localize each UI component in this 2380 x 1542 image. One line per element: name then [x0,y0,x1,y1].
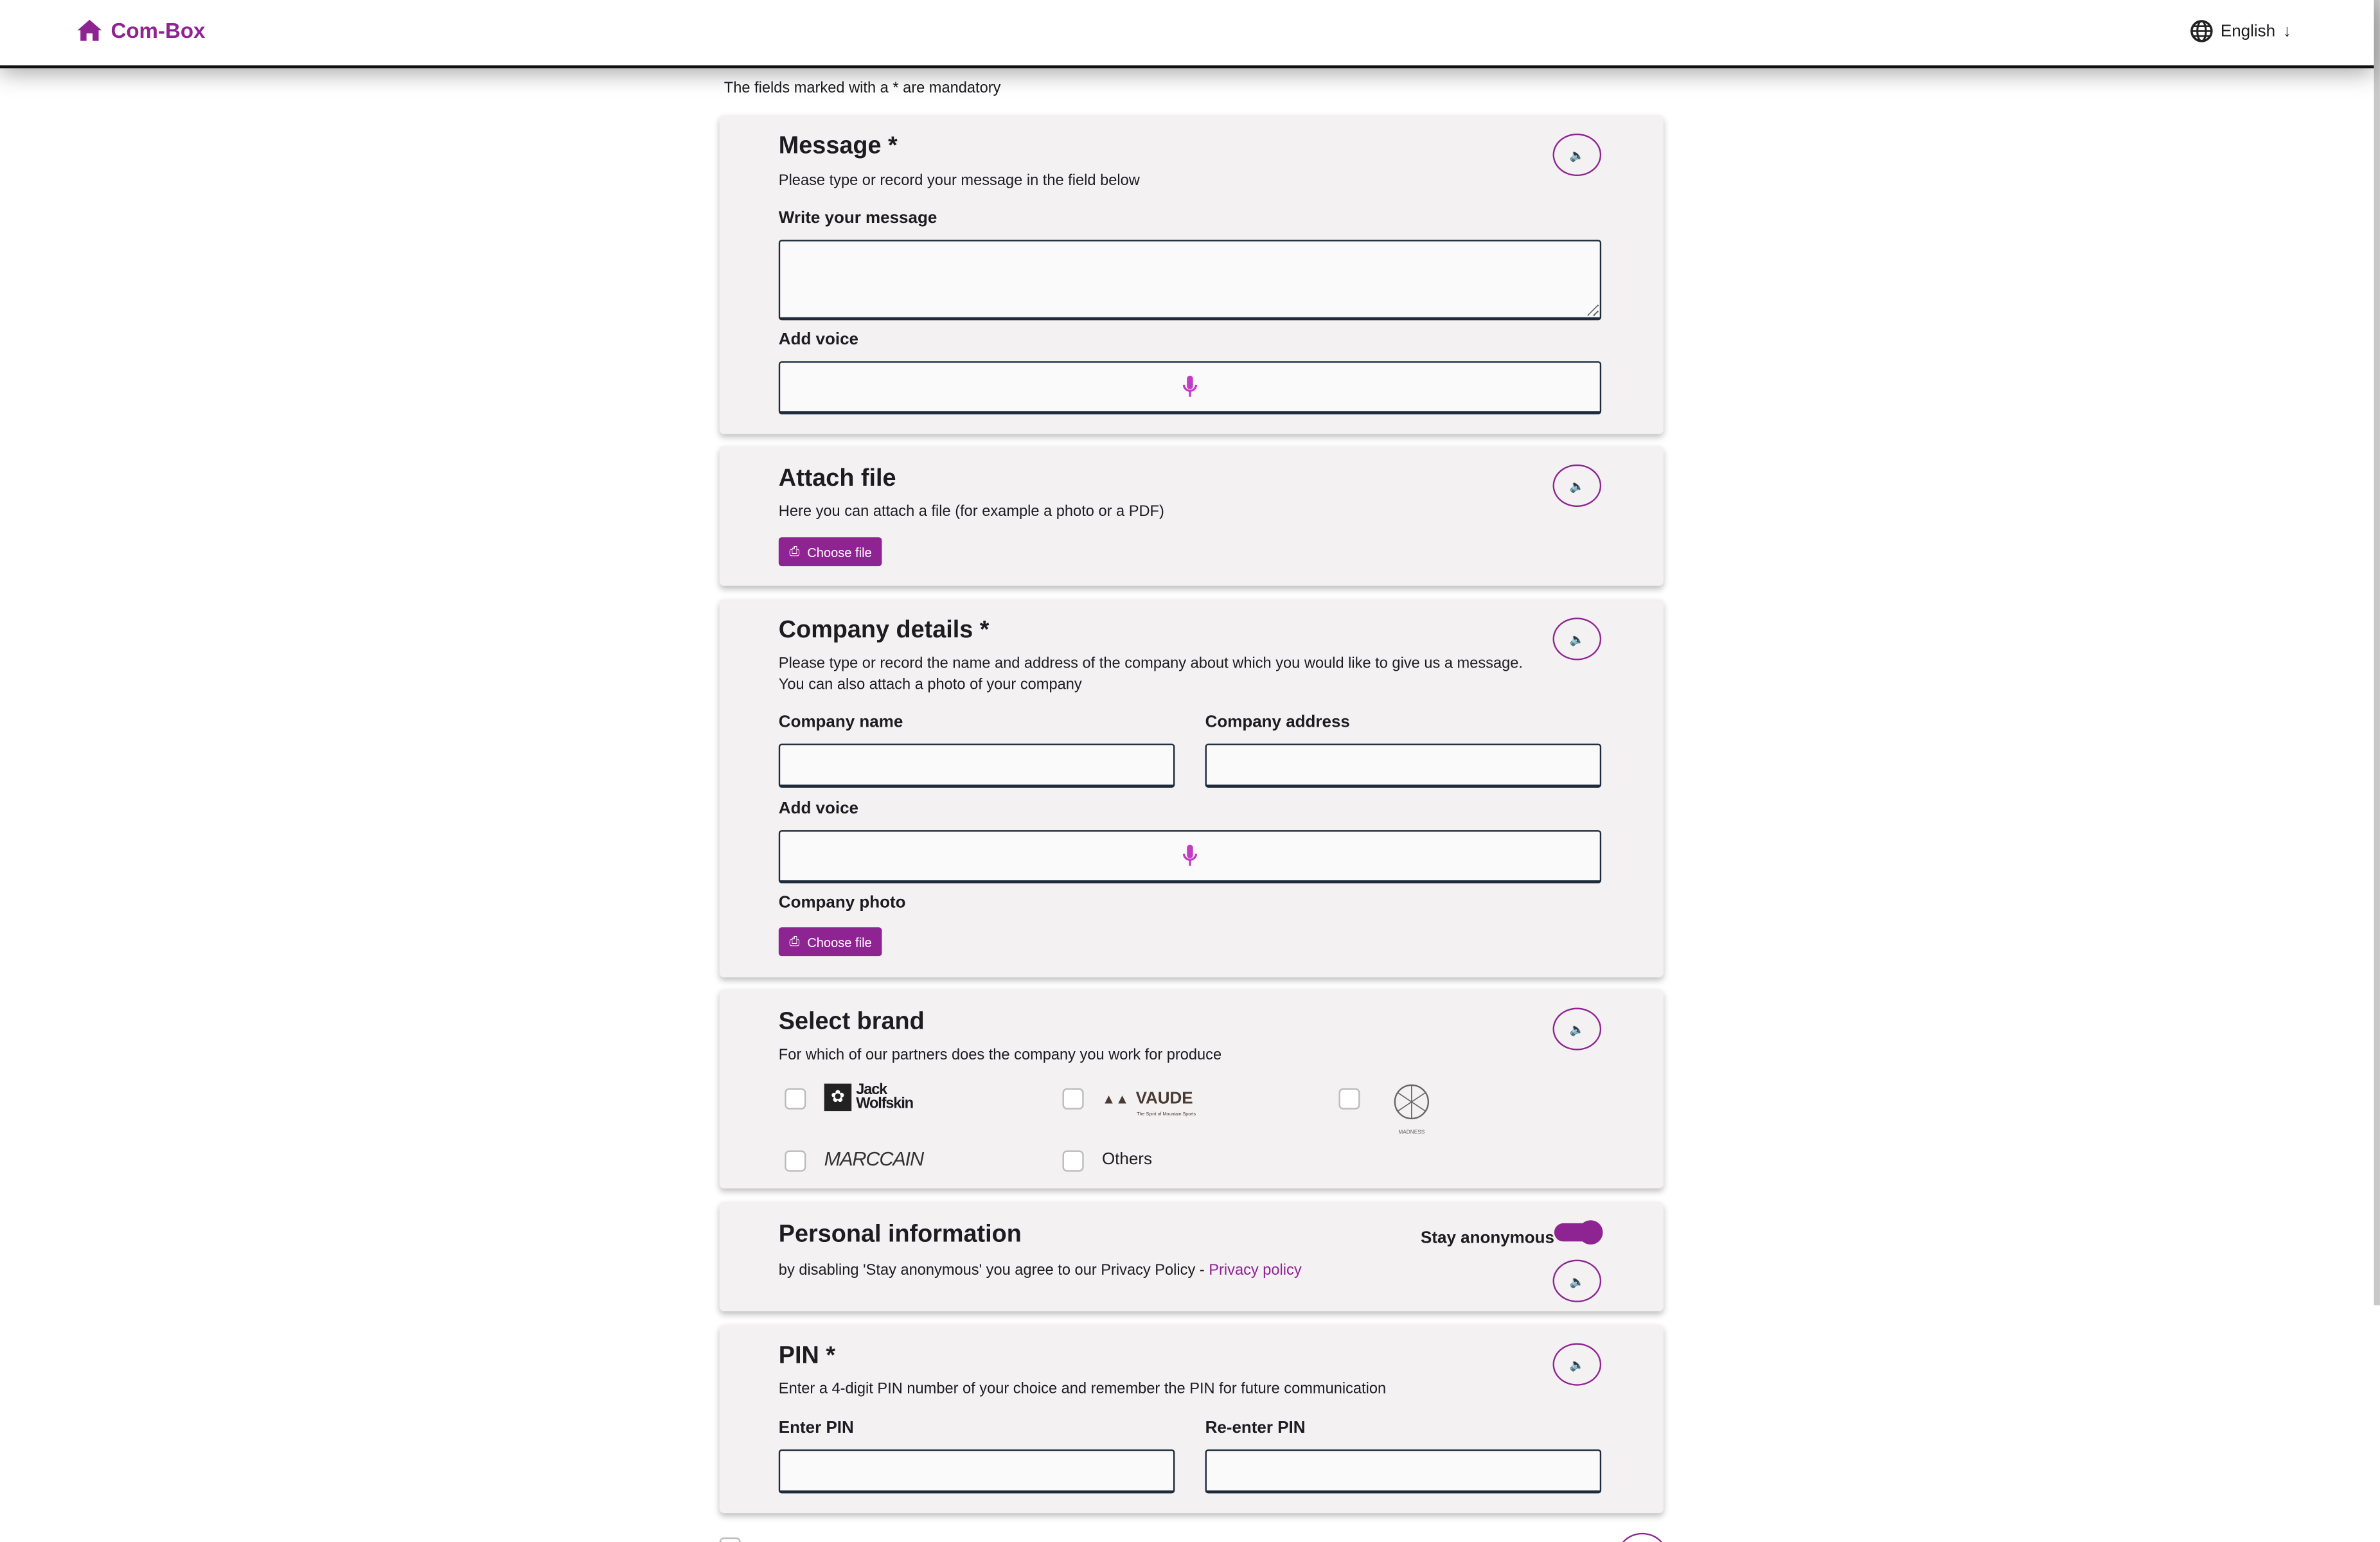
arrow-down-icon: ↓ [2282,22,2291,40]
wolfskin-logo-text: Wolfskin [856,1095,913,1113]
mandatory-note: The fields marked with a * are mandatory [724,80,1001,98]
paperclip-icon: ⎙ [789,543,800,559]
choose-file-button[interactable] [779,537,882,566]
language-label: English [2220,22,2276,40]
record-voice-button[interactable] [779,830,1601,883]
brand-title: Select brand [778,1009,925,1036]
message-description: Please type or record your message in the field below [778,173,1140,190]
personal-description [779,1261,1302,1282]
read-aloud-button[interactable] [1553,617,1602,660]
choose-file-label: Choose file [807,544,872,560]
write-message-label: Write your message [778,209,937,228]
attach-description: Here you can attach a file (for example a photo or a PDF) [778,504,1164,521]
read-aloud-button[interactable] [1553,1343,1602,1386]
personal-title: Personal information [778,1221,1022,1248]
record-voice-button[interactable] [779,361,1601,414]
marccain-logo: MARCCAIN [824,1147,924,1171]
read-aloud-button[interactable] [1553,134,1602,176]
jack-wolfskin-logo: ✿ Jack Wolfskin [824,1084,913,1112]
privacy-text: by disabling 'Stay anonymous' you agree to our Privacy Policy - [778,1263,1209,1280]
speaker-icon: 🔈 [1569,1022,1585,1036]
brand-description: For which of our partners does the company you work for produce [778,1047,1222,1064]
madness-emblem [1392,1082,1431,1121]
brand-card [720,989,1664,1188]
company-description-1: Please type or record the name and address of the company about which you would like to give us a message. [778,655,1523,673]
enter-pin-input[interactable] [779,1449,1175,1494]
microphone-icon [1182,845,1198,867]
jack-logo-text: Jack [856,1082,887,1099]
enter-pin-label: Enter PIN [778,1419,854,1438]
pin-card [720,1325,1664,1513]
speaker-icon: 🔈 [1569,479,1585,493]
company-address-label: Company address [1205,713,1350,732]
read-aloud-button[interactable] [1553,465,1602,507]
read-aloud-button[interactable] [1618,1533,1667,1542]
company-name-label: Company name [778,713,903,732]
message-card [720,116,1664,434]
top-bar [0,0,2374,68]
microphone-icon [1182,376,1198,398]
partial-checkbox[interactable] [720,1538,741,1542]
scrollbar[interactable] [2374,0,2379,1305]
choose-file-label: Choose file [807,934,872,950]
speaker-icon: 🔈 [1569,1274,1585,1288]
vaude-tagline: The Spirit of Mountain Sports [1137,1111,1196,1117]
read-aloud-button[interactable] [1553,1008,1602,1050]
pin-description: Enter a 4-digit PIN number of your choice and remember the PIN for future communication [778,1381,1387,1398]
company-card [720,599,1664,977]
personal-card [720,1202,1664,1311]
reenter-pin-label: Re-enter PIN [1205,1419,1306,1438]
brand-checkbox-others[interactable] [1063,1151,1084,1172]
company-address-input[interactable] [1205,743,1602,788]
company-photo-label: Company photo [778,894,906,912]
message-textarea[interactable] [779,240,1601,320]
add-voice-label: Add voice [778,799,859,819]
message-title: Message * [778,133,898,160]
company-name-input[interactable] [779,743,1175,788]
madness-logo-text: MADNESS [1398,1129,1425,1135]
others-label: Others [1101,1150,1152,1169]
add-voice-label: Add voice [778,330,859,350]
read-aloud-button[interactable] [1553,1260,1602,1302]
stay-anonymous-label: Stay anonymous [1421,1229,1554,1248]
pin-title: PIN * [778,1343,836,1369]
company-description [779,654,1523,696]
company-description-2: You can also attach a photo of your company [778,677,1082,694]
attach-card [720,446,1664,585]
brand-checkbox-madness[interactable] [1338,1088,1360,1110]
home-icon [77,20,102,41]
madness-logo [1392,1082,1431,1135]
speaker-icon: 🔈 [1569,1357,1585,1372]
reenter-pin-input[interactable] [1205,1449,1602,1494]
speaker-icon: 🔈 [1569,148,1585,162]
home-link[interactable] [77,18,205,42]
stay-anonymous-toggle[interactable] [1554,1223,1600,1241]
vaude-logo: ▲▲ VAUDE The Spirit of Mountain Sports [1101,1090,1196,1117]
paperclip-icon: ⎙ [789,933,800,949]
globe-icon [2190,20,2213,42]
brand-checkbox-jack-wolfskin[interactable] [785,1088,806,1110]
language-selector[interactable] [2190,20,2291,42]
app-name: Com-Box [111,18,206,43]
brand-checkbox-vaude[interactable] [1063,1088,1084,1110]
vaude-logo-text: VAUDE [1135,1090,1193,1108]
privacy-policy-link[interactable]: Privacy policy [1209,1263,1302,1280]
company-title: Company details * [778,617,990,644]
attach-title: Attach file [778,466,896,492]
speaker-icon: 🔈 [1569,632,1585,646]
brand-checkbox-marccain[interactable] [785,1151,806,1172]
choose-photo-button[interactable] [779,927,882,956]
